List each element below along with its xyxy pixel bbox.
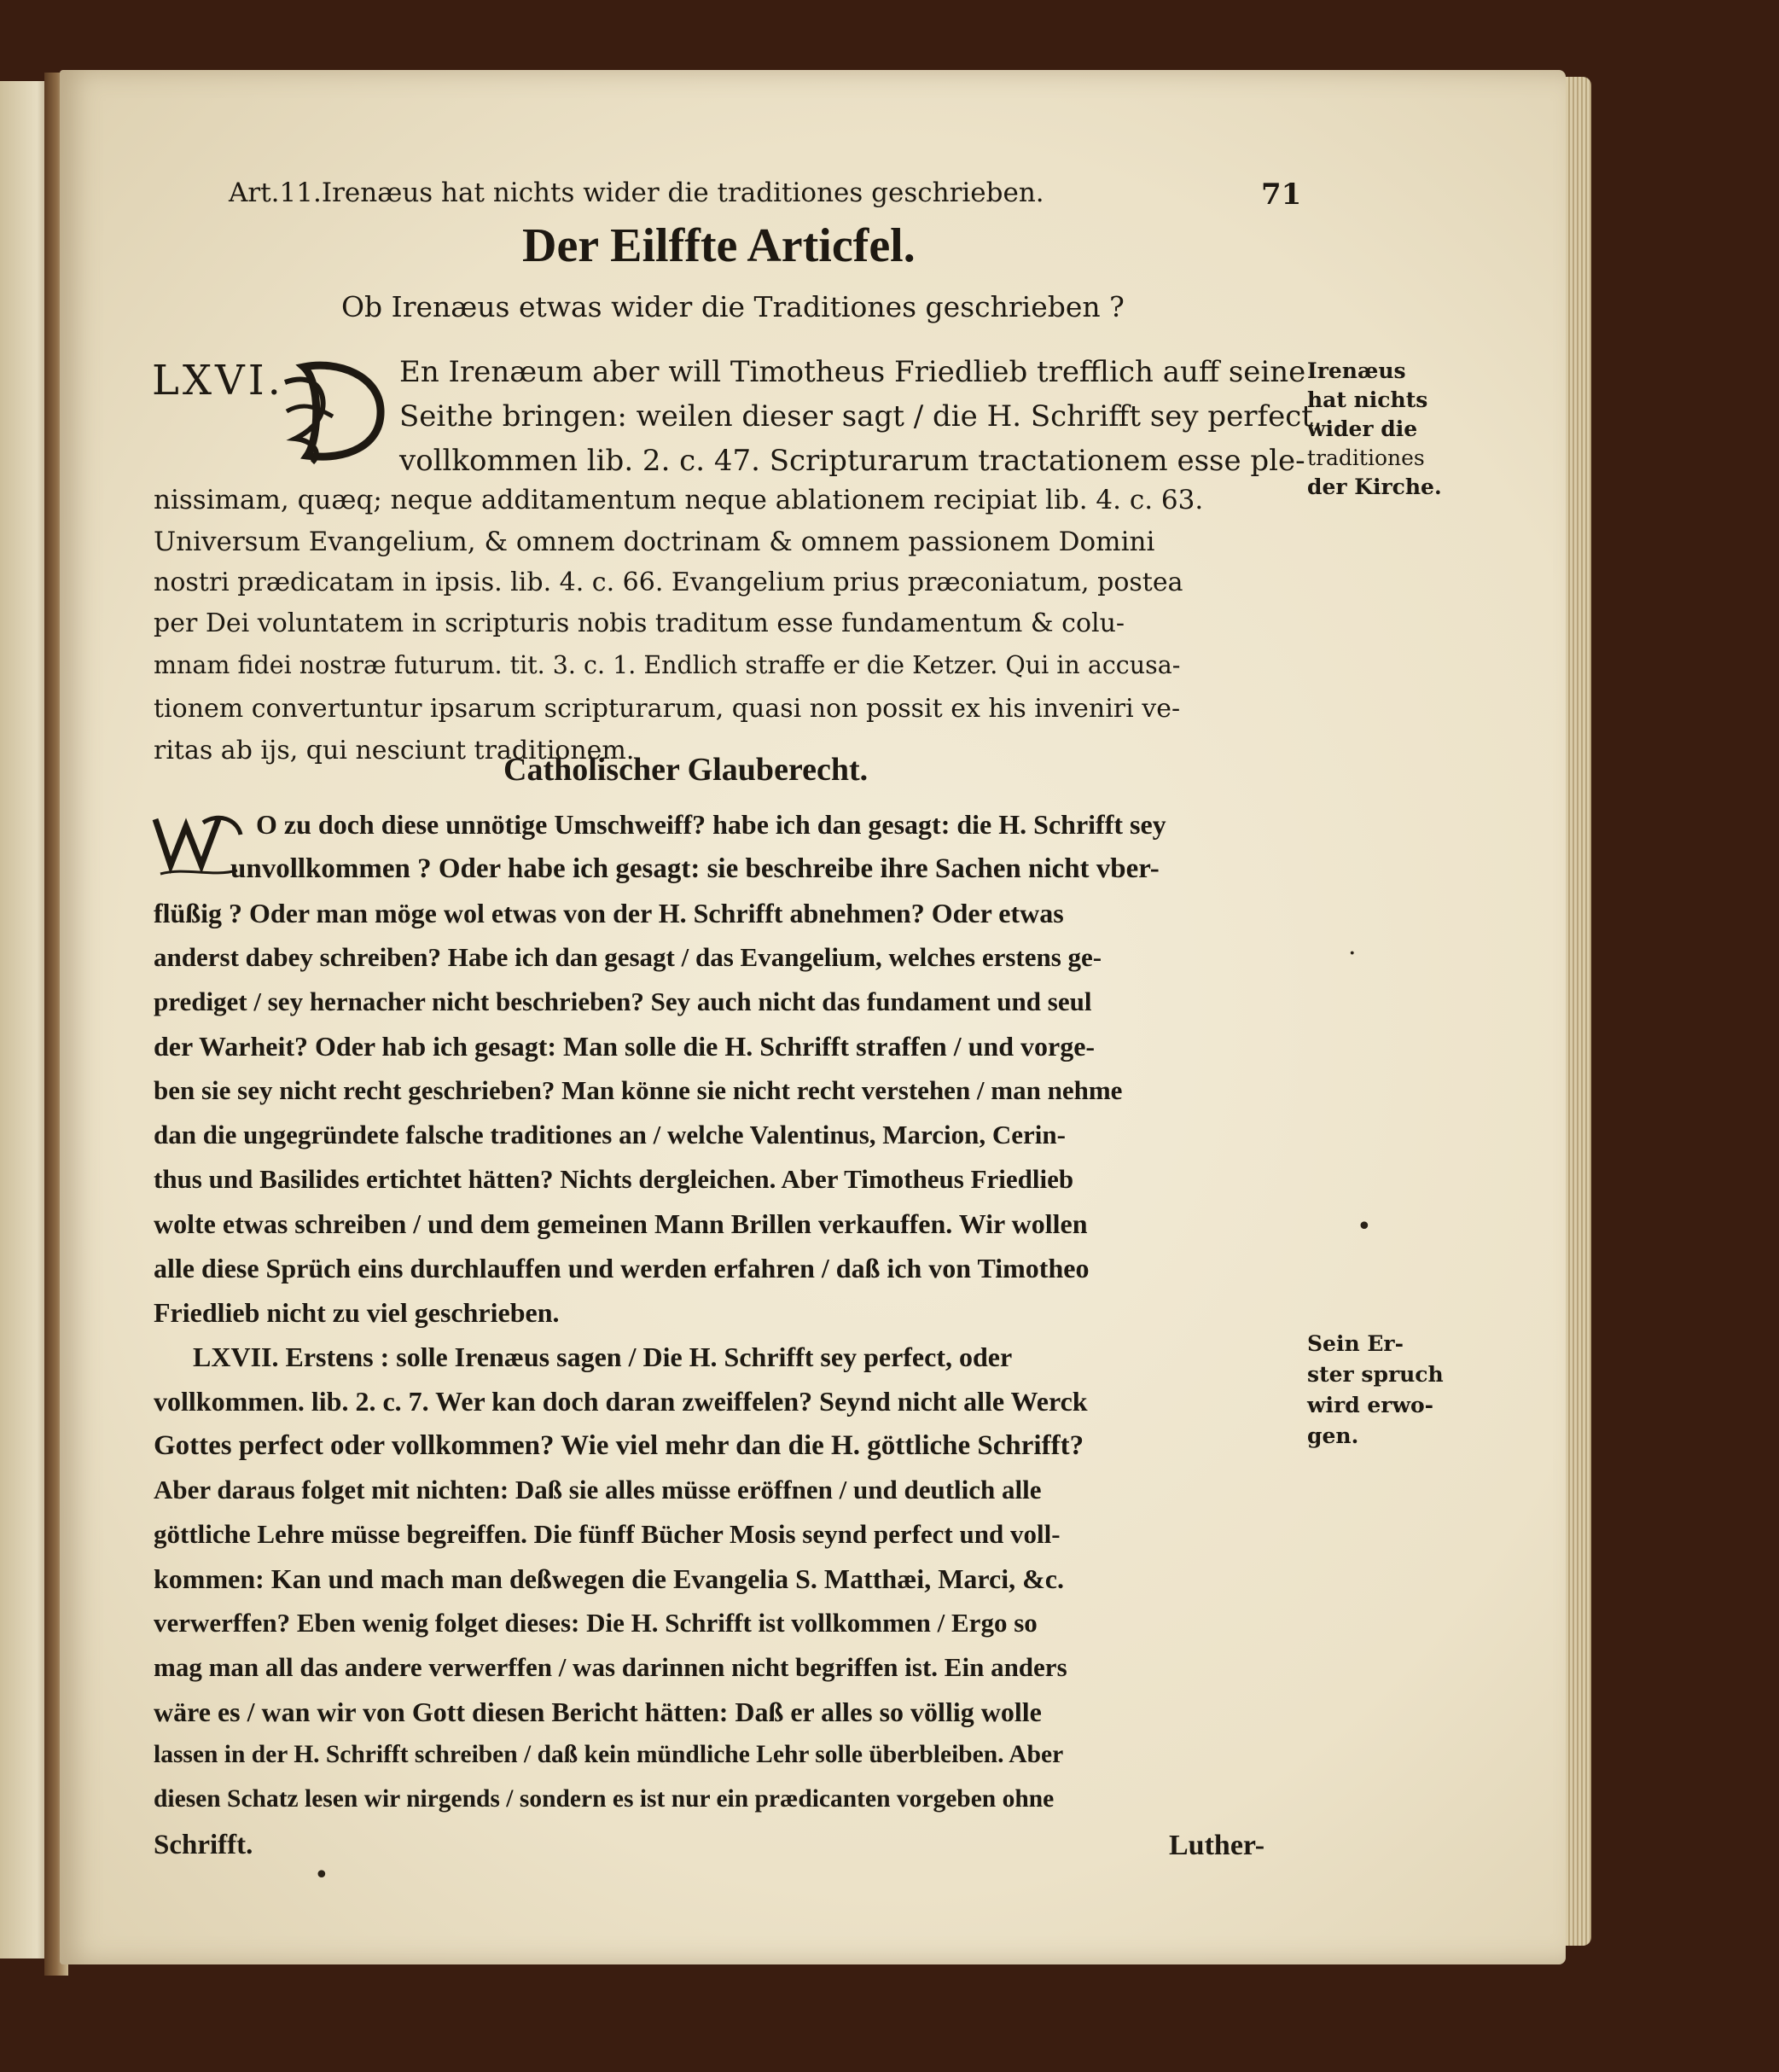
text-line: vollkommen lib. 2. c. 47. Scripturarum tractationem esse ple- — [399, 444, 1305, 478]
text-line: lassen in der H. Schrifft schreiben / daß kein mündliche Lehr solle überbleiben. Aber — [154, 1741, 1064, 1768]
text-line: diesen Schatz lesen wir nirgends / sondern es ist nur ein prædicanten vorgeben ohne — [154, 1785, 1055, 1813]
margin-note-line: ster spruch — [1307, 1362, 1444, 1387]
text-line: Schrifft. — [154, 1830, 253, 1860]
text-line: vollkommen. lib. 2. c. 7. Wer kan doch daran zweiffelen? Seynd nicht alle Werck — [154, 1386, 1088, 1417]
text-line: LXVII. Erstens : solle Irenæus sagen / Die H. Schrifft sey perfect, oder — [193, 1342, 1013, 1372]
margin-note-line: Sein Er- — [1307, 1331, 1404, 1356]
text-line: alle diese Sprüch eins durchlauffen und werden erfahren / daß ich von Timotheo — [154, 1253, 1090, 1283]
ink-mark: · — [1348, 939, 1357, 969]
text-line: mnam fidei nostræ futurum. tit. 3. c. 1. Endlich straffe er die Ketzer. Qui in accusa- — [154, 651, 1181, 679]
page-number: 71 — [1261, 178, 1302, 212]
question-heading: Ob Irenæus etwas wider die Traditiones geschrieben ? — [341, 290, 1125, 323]
margin-note-line: traditiones — [1307, 445, 1425, 470]
text-line: unvollkommen ? Oder habe ich gesagt: sie beschreibe ihre Sachen nicht vber- — [230, 853, 1160, 884]
ink-mark: • — [1357, 1212, 1372, 1242]
margin-note-line: wider die — [1307, 416, 1418, 441]
text-line: wäre es / wan wir von Gott diesen Bericht hätten: Daß er alles so völlig wolle — [154, 1697, 1042, 1727]
text-line: anderst dabey schreiben? Habe ich dan gesagt / das Evangelium, welches erstens ge- — [154, 942, 1102, 972]
running-head: Art.11.Irenæus hat nichts wider die traditiones geschrieben. — [229, 178, 1044, 208]
catchword: Luther- — [1169, 1830, 1265, 1861]
text-line: O zu doch diese unnötige Umschweiff? habe ich dan gesagt: die H. Schrifft sey — [256, 809, 1166, 840]
margin-note-line: gen. — [1307, 1423, 1359, 1448]
text-line: verwerffen? Eben wenig folget dieses: Die H. Schrifft ist vollkommen / Ergo so — [154, 1608, 1038, 1638]
chapter-title: Der Eilffte Articfel. — [522, 219, 916, 272]
text-line: Aber daraus folget mit nichten: Daß sie alles müsse eröffnen / und deutlich alle — [154, 1475, 1042, 1505]
text-line: nostri prædicatam in ipsis. lib. 4. c. 66. Evangelium prius præconiatum, postea — [154, 567, 1183, 597]
text-line: Gottes perfect oder vollkommen? Wie viel mehr dan die H. göttliche Schrifft? — [154, 1430, 1084, 1461]
text-line: tionem convertuntur ipsarum scripturarum, quasi non possit ex his inveniri ve- — [154, 694, 1181, 724]
text-line: ben sie sey nicht recht geschrieben? Man könne sie nicht recht verstehen / man nehme — [154, 1075, 1123, 1105]
text-line: En Irenæum aber will Timotheus Friedlieb trefflich auff seine — [399, 355, 1306, 389]
text-line: prediget / sey hernacher nicht beschrieben? Sey auch nicht das fundament und seul — [154, 987, 1092, 1016]
margin-note-line: der Kirche. — [1307, 474, 1442, 499]
text-line: dan die ungegründete falsche traditiones an / welche Valentinus, Marcion, Cerin- — [154, 1120, 1066, 1149]
text-line: ritas ab ijs, qui nesciunt traditionem. — [154, 736, 635, 765]
section-number: LXVI. — [152, 357, 284, 405]
ink-mark: • — [314, 1860, 329, 1890]
text-line: kommen: Kan und mach man deßwegen die Evangelia S. Matthæi, Marci, &c. — [154, 1563, 1064, 1594]
text-line: per Dei voluntatem in scripturis nobis traditum esse fundamentum & colu- — [154, 608, 1125, 638]
section-heading: Catholischer Glauberecht. — [503, 752, 869, 788]
text-line: mag man all das andere verwerffen / was darinnen nicht begriffen ist. Ein anders — [154, 1652, 1067, 1682]
text-line: Friedlieb nicht zu viel geschrieben. — [154, 1297, 560, 1328]
text-line: nissimam, quæq; neque additamentum neque ablationem recipiat lib. 4. c. 63. — [154, 485, 1204, 515]
text-line: Seithe bringen: weilen dieser sagt / die H. Schrifft sey perfect, — [399, 399, 1323, 434]
margin-note-line: Irenæus — [1307, 358, 1406, 383]
margin-note-line: hat nichts — [1307, 387, 1428, 412]
text-line: Universum Evangelium, & omnem doctrinam & omnem passionem Domini — [154, 527, 1155, 557]
text-line: der Warheit? Oder hab ich gesagt: Man solle die H. Schrifft straffen / und vorge- — [154, 1031, 1096, 1062]
margin-note-line: wird erwo- — [1307, 1393, 1434, 1417]
decorative-initial-d-icon — [278, 357, 391, 466]
text-line: thus und Basilides ertichtet hätten? Nichts dergleichen. Aber Timotheus Friedlieb — [154, 1164, 1074, 1194]
text-line: flüßig ? Oder man möge wol etwas von der H. Schrifft abnehmen? Oder etwas — [154, 898, 1064, 928]
text-line: göttliche Lehre müsse begreiffen. Die fünff Bücher Mosis seynd perfect und voll- — [154, 1519, 1061, 1549]
text-line: wolte etwas schreiben / und dem gemeinen Mann Brillen verkauffen. Wir wollen — [154, 1208, 1088, 1239]
